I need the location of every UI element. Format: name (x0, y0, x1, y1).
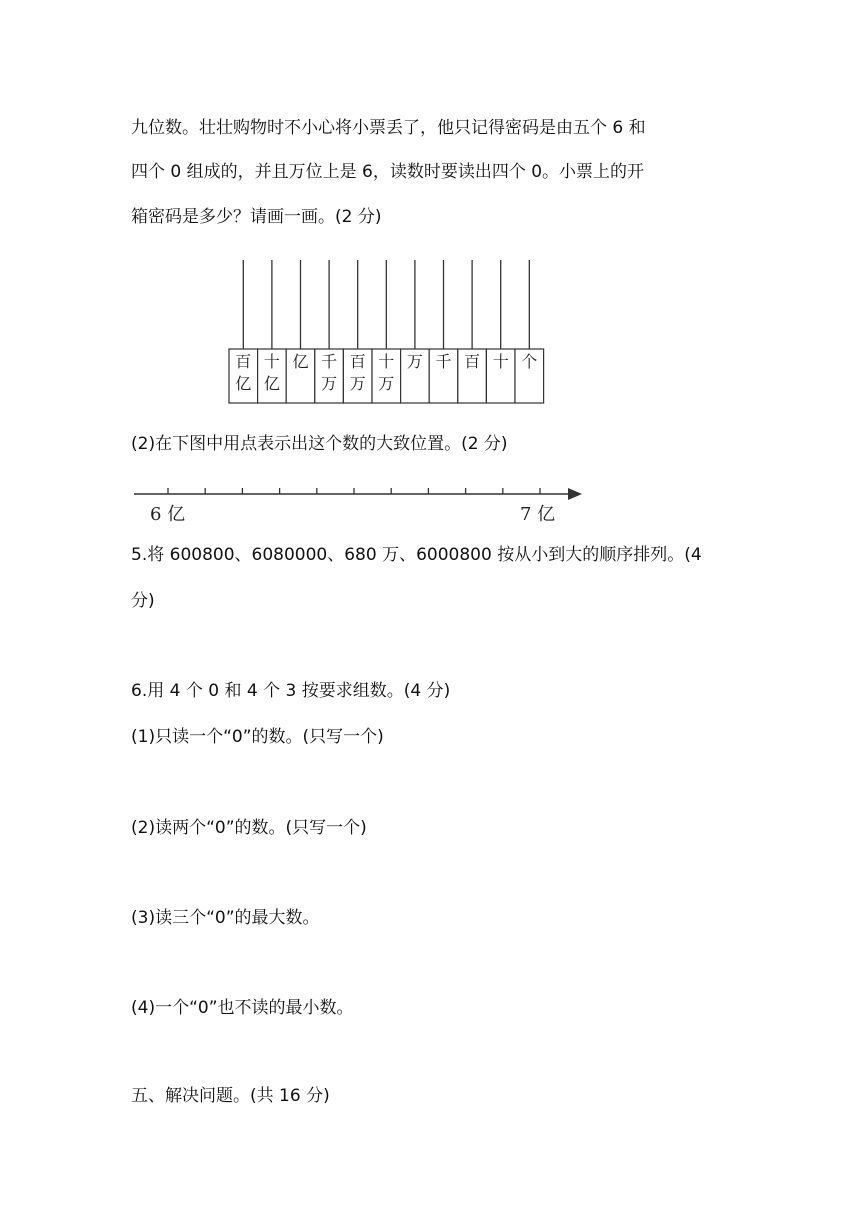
abacus-place-label: 万 (406, 352, 423, 371)
abacus-place-label: 万 (349, 374, 366, 393)
abacus-place-label: 千 (321, 352, 338, 371)
q5-line1: 5.将 600800、6080000、680 万、6000800 按从小到大的顺序排列。(4 (131, 545, 702, 565)
q6-title: 6.用 4 个 0 和 4 个 3 按要求组数。(4 分) (131, 681, 451, 701)
abacus-place-label: 千 (435, 352, 452, 371)
q6-part1: (1)只读一个“0”的数。(只写一个) (131, 727, 384, 747)
abacus-place-label: 亿 (263, 374, 280, 393)
q6-part4: (4)一个“0”也不读的最小数。 (131, 998, 354, 1018)
abacus-place-label: 百 (349, 352, 366, 371)
abacus-place-label: 万 (321, 374, 338, 393)
abacus-place-label: 万 (378, 374, 395, 393)
abacus-place-label: 百 (235, 352, 252, 371)
q6-part2: (2)读两个“0”的数。(只写一个) (131, 818, 367, 838)
number-line-left-label: 6 亿 (150, 504, 186, 525)
abacus-place-label: 十 (492, 352, 509, 371)
q4-part2: (2)在下图中用点表示出这个数的大致位置。(2 分) (131, 434, 508, 454)
number-line (130, 482, 590, 526)
q4-line2: 四个 0 组成的，并且万位上是 6，读数时要读出四个 0。小票上的开 (131, 162, 645, 182)
abacus-place-label: 十 (263, 352, 280, 371)
number-line-right-label: 7 亿 (520, 504, 556, 525)
abacus-place-label: 十 (378, 352, 395, 371)
q5-line2: 分) (131, 591, 155, 611)
number-line-arrow (568, 488, 582, 500)
q4-line3: 箱密码是多少？请画一画。(2 分) (131, 207, 382, 227)
abacus-place-label: 亿 (235, 374, 252, 393)
abacus-place-value-chart (228, 260, 546, 405)
abacus-place-label: 百 (464, 352, 481, 371)
abacus-place-label: 亿 (292, 352, 309, 371)
q6-part3: (3)读三个“0”的最大数。 (131, 908, 320, 928)
abacus-place-label: 个 (521, 352, 538, 371)
q4-line1: 九位数。壮壮购物时不小心将小票丢了，他只记得密码是由五个 6 和 (131, 118, 646, 138)
section-five-heading: 五、解决问题。(共 16 分) (131, 1086, 330, 1106)
